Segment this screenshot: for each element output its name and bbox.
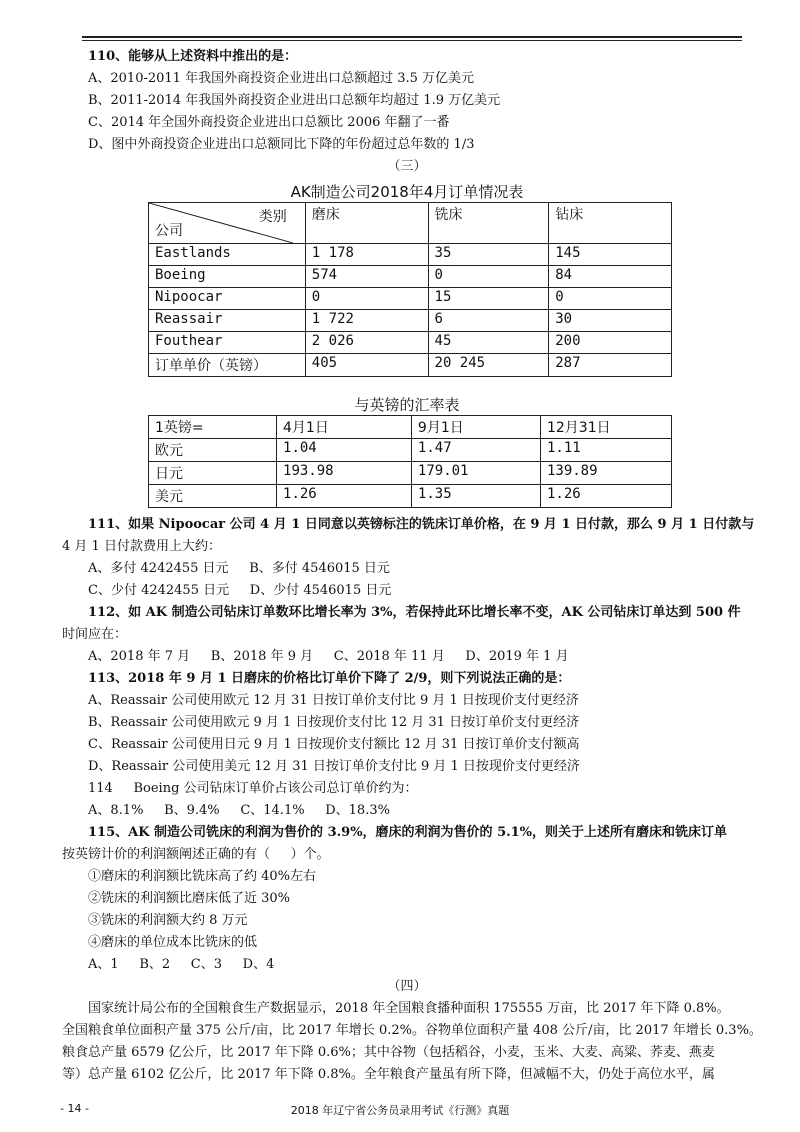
page-content xyxy=(62,46,762,1086)
orders-header-row xyxy=(149,203,672,244)
q111-options-ab: A、多付 4242455 日元 B、多付 4546015 日元 xyxy=(88,561,390,576)
col-header: 1英镑= xyxy=(149,416,277,439)
row-label: 欧元 xyxy=(149,439,277,462)
q113-option-a: A、Reassair 公司使用欧元 12 月 31 日按订单价支付比 9 月 1 日按现价支付更经济 xyxy=(88,693,579,708)
q113-stem: 113、2018 年 9 月 1 日磨床的价格比订单价下降了 2/9，则下列说法正确的是： xyxy=(88,671,571,686)
table-cell: 145 xyxy=(549,244,672,266)
q115-statement-3: ③铣床的利润额大约 8 万元 xyxy=(88,913,248,928)
passage-line: 全国粮食单位面积产量 375 公斤/亩，比 2017 年增长 0.2%。谷物单位面积产量 408 公斤/亩，比 2017 年增长 0.3%。 xyxy=(62,1023,762,1038)
q112-options: A、2018 年 7 月 B、2018 年 9 月 C、2018 年 11 月 D、2019 年 1 月 xyxy=(88,649,569,664)
table-cell: 0 xyxy=(428,266,549,288)
footer-title: 2018 年辽宁省公务员录用考试《行测》真题 xyxy=(290,1104,510,1117)
q115-statement-2: ②铣床的利润额比磨床低了近 30% xyxy=(88,891,291,906)
row-label: Boeing xyxy=(149,266,306,288)
table-row xyxy=(149,332,672,354)
q115-options: A、1 B、2 C、3 D、4 xyxy=(88,957,275,972)
q113-option-c: C、Reassair 公司使用日元 9 月 1 日按现价支付额比 12 月 31 日按订单价支付额高 xyxy=(88,737,580,752)
table-cell: 139.89 xyxy=(540,462,671,485)
table-row xyxy=(149,266,672,288)
table-cell: 1.04 xyxy=(277,439,412,462)
q115-stem-line2: 按英镑计价的利润额阐述正确的有（ ）个。 xyxy=(62,847,330,862)
table-cell: 1 722 xyxy=(305,310,428,332)
row-label: 日元 xyxy=(149,462,277,485)
table-cell: 30 xyxy=(549,310,672,332)
table-cell: 179.01 xyxy=(411,462,540,485)
q113-option-b: B、Reassair 公司使用欧元 9 月 1 日按现价支付比 12 月 31 日按订单价支付更经济 xyxy=(88,715,580,730)
table-cell: 84 xyxy=(549,266,672,288)
table-row xyxy=(149,439,672,462)
table-row xyxy=(149,310,672,332)
passage-line: 等）总产量 6102 亿公斤，比 2017 年下降 0.8%。全年粮食产量虽有所下降，但减幅不大，仍处于高位水平，属 xyxy=(62,1067,715,1082)
rate-table-title: 与英镑的汇率表 xyxy=(354,396,460,414)
q111-options-cd: C、少付 4242455 日元 D、少付 4546015 日元 xyxy=(88,583,392,598)
table-cell: 2 026 xyxy=(305,332,428,354)
q115-statement-4: ④磨床的单位成本比铣床的低 xyxy=(88,935,258,950)
row-label: Nipoocar xyxy=(149,288,306,310)
table-row xyxy=(149,485,672,508)
section-three-heading: （三） xyxy=(387,159,427,174)
table-cell: 15 xyxy=(428,288,549,310)
table-cell: 20 245 xyxy=(428,354,549,377)
q111-stem-line2: 4 月 1 日付款费用上大约： xyxy=(62,539,221,554)
table-row xyxy=(149,288,672,310)
col-header: 4月1日 xyxy=(277,416,412,439)
page-number: - 14 - xyxy=(60,1102,89,1115)
q110-option-b: B、2011-2014 年我国外商投资企业进出口总额年均超过 1.9 万亿美元 xyxy=(88,93,501,108)
table-cell: 1.26 xyxy=(277,485,412,508)
table-cell: 1.35 xyxy=(411,485,540,508)
row-label: Reassair xyxy=(149,310,306,332)
row-label: Fouthear xyxy=(149,332,306,354)
table-cell: 45 xyxy=(428,332,549,354)
q113-option-d: D、Reassair 公司使用美元 12 月 31 日按订单价支付比 9 月 1 日按现价支付更经济 xyxy=(88,759,580,774)
orders-corner-cell xyxy=(149,203,306,244)
col-header: 钻床 xyxy=(549,203,672,244)
table-row xyxy=(149,244,672,266)
table-cell: 193.98 xyxy=(277,462,412,485)
row-label: 订单单价（英镑） xyxy=(149,354,306,377)
orders-table xyxy=(148,202,672,377)
q114-options: A、8.1% B、9.4% C、14.1% D、18.3% xyxy=(88,803,390,818)
table-cell: 574 xyxy=(305,266,428,288)
top-rule-thin xyxy=(82,40,742,41)
q112-stem-line1: 112、如 AK 制造公司钻床订单数环比增长率为 3%，若保持此环比增长率不变，AK 公司钻床订单达到 500 件 xyxy=(88,605,741,620)
col-header: 9月1日 xyxy=(411,416,540,439)
passage-line: 粮食总产量 6579 亿公斤，比 2017 年下降 0.6%；其中谷物（包括稻谷，小麦，玉米、大麦、高粱、荞麦、燕麦 xyxy=(62,1045,715,1060)
table-cell: 0 xyxy=(305,288,428,310)
table-cell: 1.47 xyxy=(411,439,540,462)
q114-stem: 114 Boeing 公司钻床订单价占该公司总订单价约为： xyxy=(88,781,418,796)
row-label: Eastlands xyxy=(149,244,306,266)
table-cell: 1 178 xyxy=(305,244,428,266)
corner-row-label: 公司 xyxy=(155,223,183,239)
section-four-heading: （四） xyxy=(387,979,427,994)
col-header: 磨床 xyxy=(305,203,428,244)
table-cell: 287 xyxy=(549,354,672,377)
passage-line: 国家统计局公布的全国粮食生产数据显示，2018 年全国粮食播种面积 175555 万亩，比 2017 年下降 0.8%。 xyxy=(88,1001,730,1016)
col-header: 12月31日 xyxy=(540,416,671,439)
q110-option-d: D、图中外商投资企业进出口总额同比下降的年份超过总年数的 1/3 xyxy=(88,137,475,152)
top-rule xyxy=(82,36,742,38)
table-cell: 6 xyxy=(428,310,549,332)
table-cell: 0 xyxy=(549,288,672,310)
q110-option-c: C、2014 年全国外商投资企业进出口总额比 2006 年翻了一番 xyxy=(88,115,450,130)
table-cell: 1.11 xyxy=(540,439,671,462)
table-row xyxy=(149,354,672,377)
table-cell: 1.26 xyxy=(540,485,671,508)
table-cell: 35 xyxy=(428,244,549,266)
table-cell: 200 xyxy=(549,332,672,354)
corner-column-label: 类别 xyxy=(258,209,287,225)
q115-stem-line1: 115、AK 制造公司铣床的利润为售价的 3.9%，磨床的利润为售价的 5.1%，则关于上述所有磨床和铣床订单 xyxy=(88,825,728,840)
q112-stem-line2: 时间应在： xyxy=(62,627,128,642)
q110-stem: 110、能够从上述资料中推出的是： xyxy=(88,49,298,64)
q110-option-a: A、2010-2011 年我国外商投资企业进出口总额超过 3.5 万亿美元 xyxy=(88,71,475,86)
q111-stem-line1: 111、如果 Nipoocar 公司 4 月 1 日同意以英镑标注的铣床订单价格，在 9 月 1 日付款，那么 9 月 1 日付款与 xyxy=(88,517,755,532)
q115-statement-1: ①磨床的利润额比铣床高了约 40%左右 xyxy=(88,869,317,884)
table-row xyxy=(149,462,672,485)
rate-table xyxy=(148,415,672,508)
col-header: 铣床 xyxy=(428,203,549,244)
rate-header-row xyxy=(149,416,672,439)
orders-table-title: AK制造公司2018年4月订单情况表 xyxy=(290,183,524,201)
table-cell: 405 xyxy=(305,354,428,377)
row-label: 美元 xyxy=(149,485,277,508)
